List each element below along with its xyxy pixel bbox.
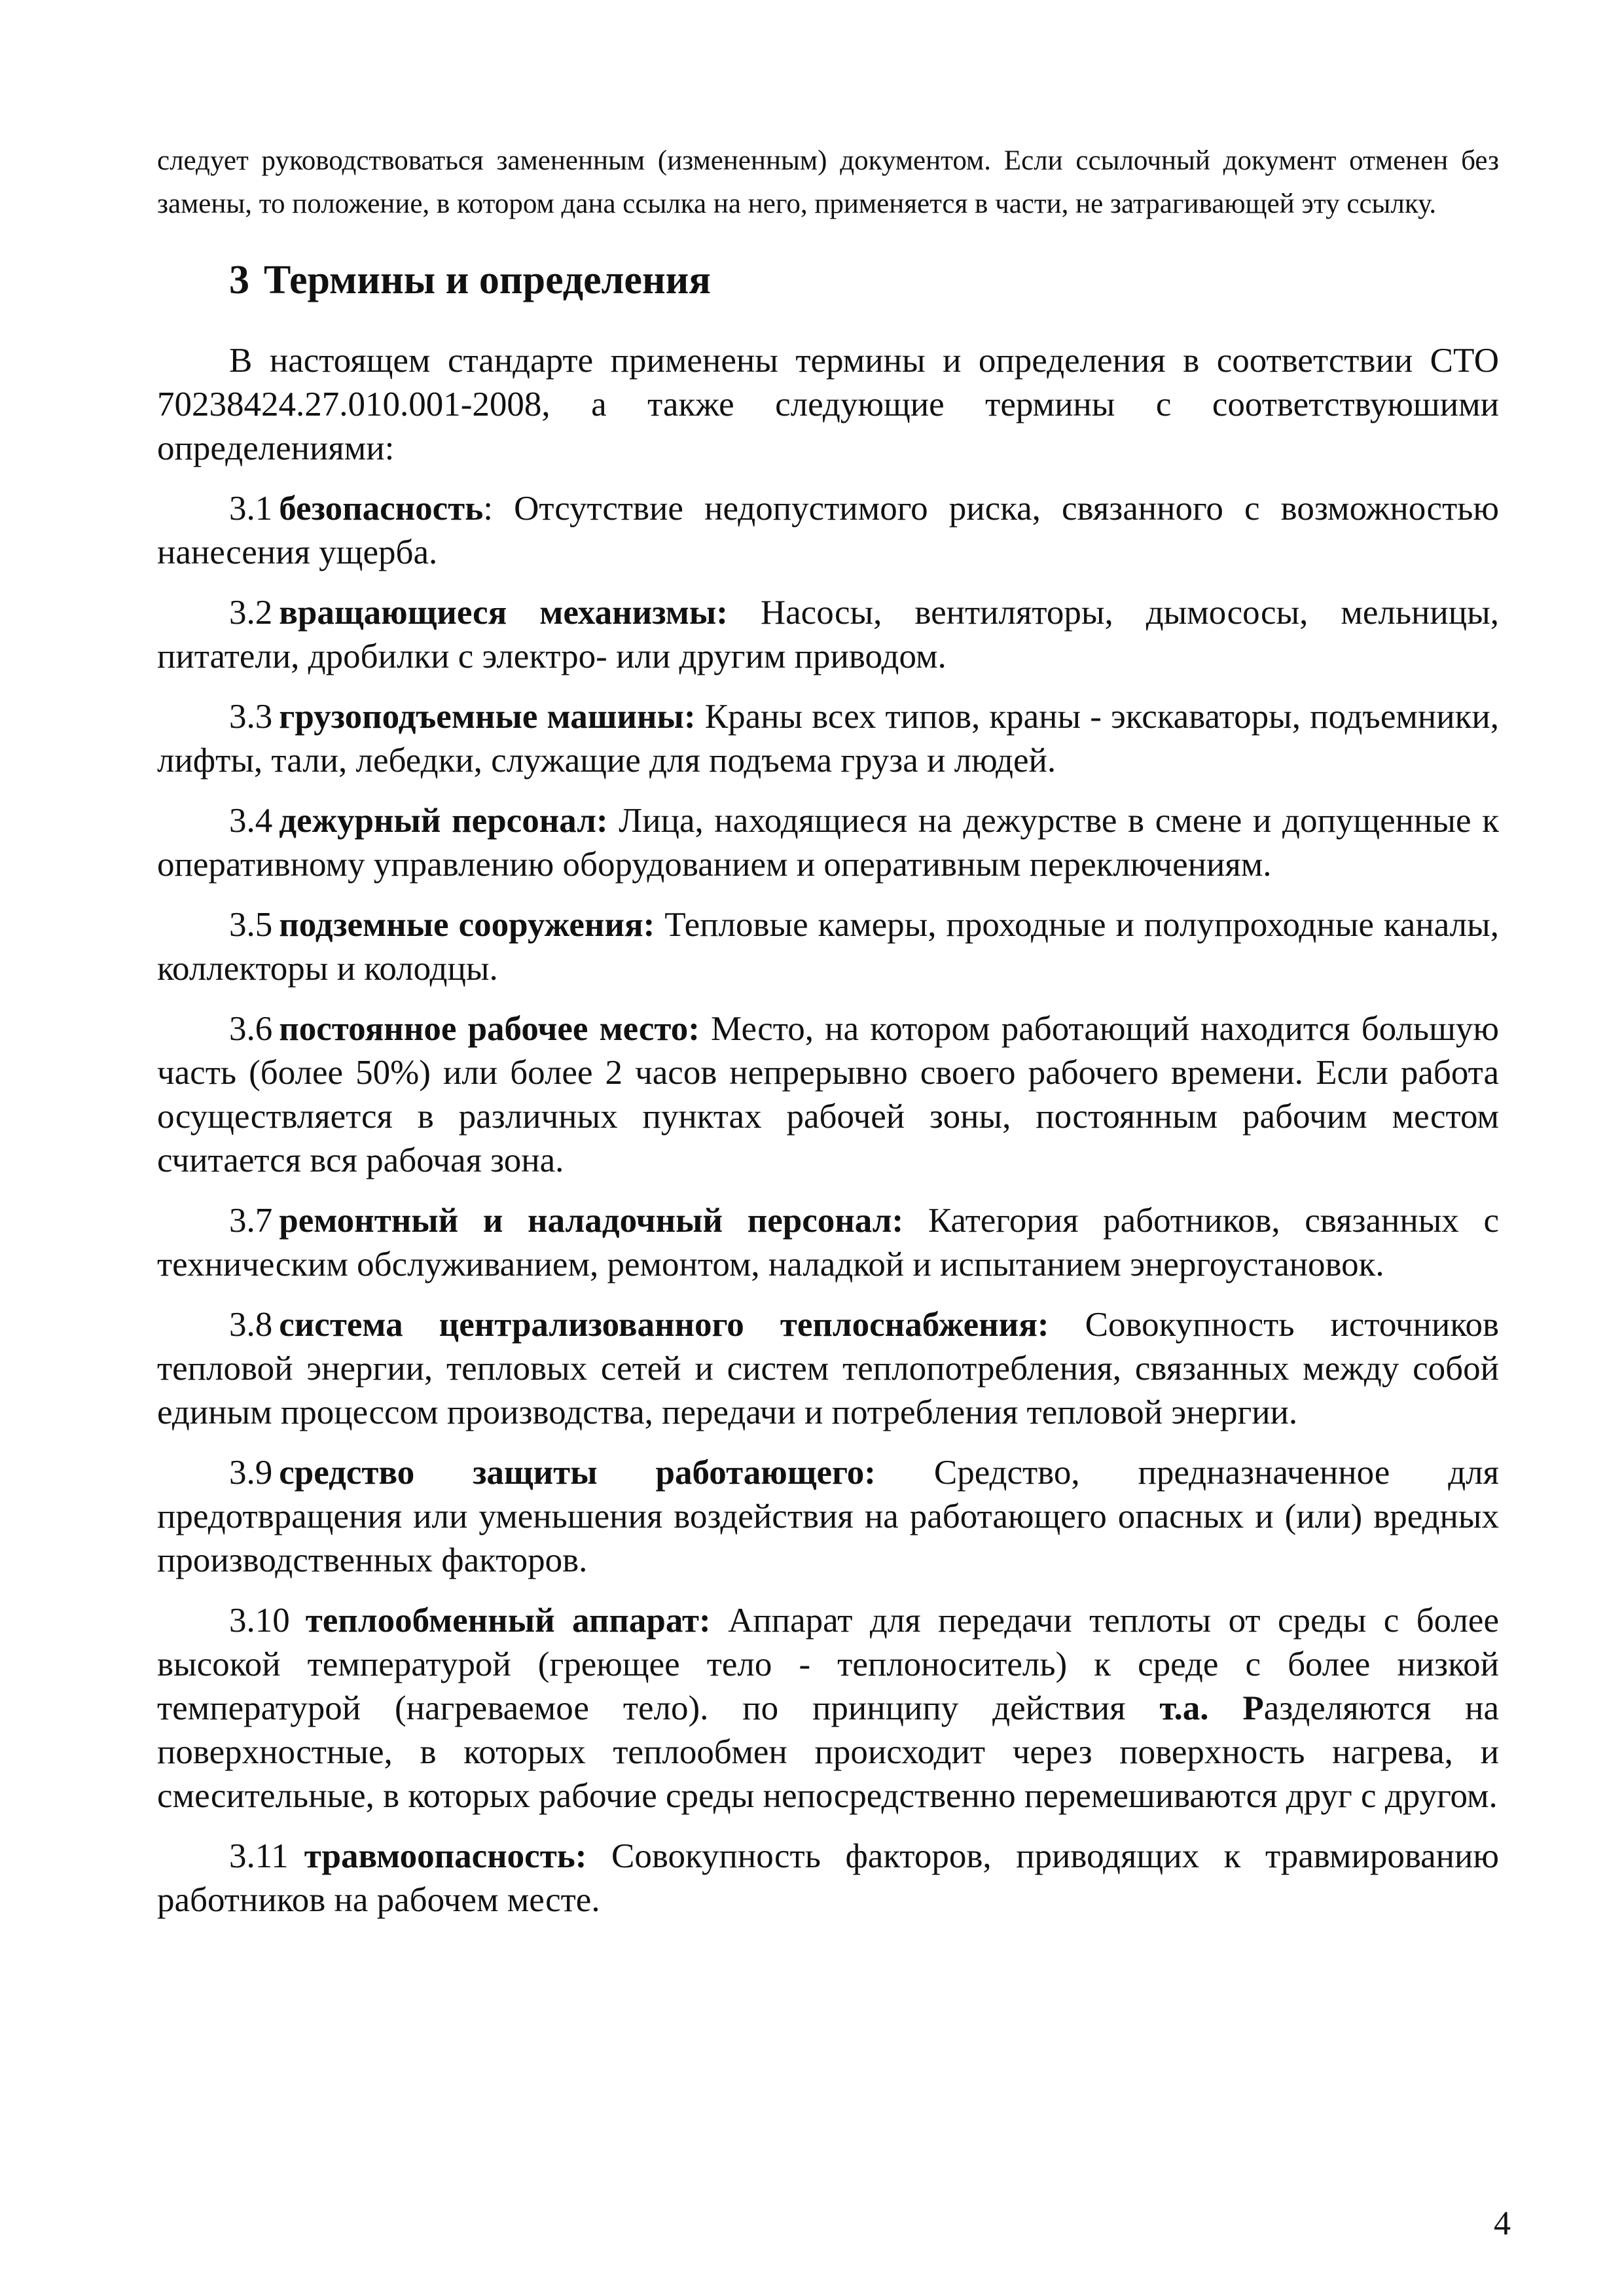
definition-number: 3.11: [229, 1837, 289, 1875]
definition-text: Отсутствие недопустимого риска, связанного с возможностью нанесения ущерба.: [157, 490, 1499, 571]
definition-text: Краны всех типов, краны - экскаваторы, подъемники, лифты, тали, лебедки, служащие для подъема груза и людей.: [157, 698, 1499, 780]
definition-text: Совокупность факторов, приводящих к травмированию работников на рабочем месте.: [157, 1837, 1499, 1919]
definition-text-continued: азделяются на поверхностные, в которых теплообмен происходит через поверхность нагрева, и смесительные, в которых рабочие среды непосредственно перемешиваются друг с другом.: [157, 1689, 1500, 1815]
definition-term: дежурный персонал:: [279, 802, 608, 840]
definition-3-6: [157, 1007, 1499, 1183]
definition-term: грузоподъемные машины:: [279, 698, 696, 736]
definition-term: травмоопасность:: [304, 1837, 587, 1875]
definition-number: 3.1: [229, 490, 273, 528]
definition-text: Совокупность источников тепловой энергии, тепловых сетей и систем теплопотребления, связанных между собой единым процессом производства, передачи и потребления тепловой энергии.: [157, 1306, 1499, 1431]
definitions-body: [157, 339, 1499, 1939]
definition-text: Категория работников, связанных с техническим обслуживанием, ремонтом, наладкой и испытанием энергоустановок.: [157, 1202, 1499, 1283]
definition-number: 3.6: [229, 1010, 273, 1048]
definition-text: Насосы, вентиляторы, дымососы, мельницы, питатели, дробилки с электро- или другим приводом.: [157, 594, 1499, 675]
definition-number: 3.8: [229, 1306, 273, 1344]
definition-3-11: [157, 1835, 1499, 1922]
intro-paragraph: следует руководствоваться замененным (измененным) документом. Если ссылочный документ отменен без замены, то положение, в котором дана ссылка на него, применяется в части, не затрагивающей эту ссылку.: [157, 145, 1499, 219]
section-title: Термины и определения: [264, 258, 711, 302]
definition-text: Аппарат для передачи теплоты от среды с более высокой температурой (греющее тело - теплоноситель) к среде с более низкой температурой (нагреваемое тело). по принципу действия: [157, 1602, 1499, 1727]
definition-3-3: [157, 695, 1499, 783]
definition-3-10: [157, 1599, 1499, 1818]
definition-3-2: [157, 591, 1499, 679]
definition-number: 3.3: [229, 698, 273, 736]
definition-text: Тепловые камеры, проходные и полупроходные каналы, коллекторы и колодцы.: [157, 906, 1499, 988]
definition-term: система централизованного теплоснабжения:: [279, 1306, 1049, 1344]
definition-3-7: [157, 1199, 1499, 1287]
definition-text: Лица, находящиеся на дежурстве в смене и допущенные к оперативному управлению оборудованием и оперативным переключениям.: [157, 802, 1499, 884]
section-heading: [229, 254, 711, 306]
definition-3-5: [157, 903, 1499, 991]
definition-3-4: [157, 799, 1499, 887]
definition-number: 3.9: [229, 1454, 273, 1492]
section-number: 3: [229, 258, 249, 302]
definition-term: средство защиты работающего:: [279, 1454, 876, 1492]
definition-number: 3.7: [229, 1202, 273, 1240]
definition-term: постоянное рабочее место:: [279, 1010, 700, 1048]
definition-text: Средство, предназначенное для предотвращения или уменьшения воздействия на работающего опасных и (или) вредных производственных факторов.: [157, 1454, 1499, 1579]
definition-text: Место, на котором работающий находится большую часть (более 50%) или более 2 часов непрерывно своего рабочего времени. Если работа осуществляется в различных пунктах рабочей зоны, постоянным рабочим местом считается вся рабочая зона.: [157, 1010, 1499, 1179]
definition-separator: :: [483, 490, 493, 528]
page-number: 4: [1494, 2205, 1511, 2242]
definition-3-8: [157, 1303, 1499, 1435]
abbreviation: т.а.: [1159, 1689, 1209, 1727]
definition-term: безопасность: [279, 490, 484, 528]
definition-number: 3.2: [229, 594, 273, 632]
definition-3-1: [157, 487, 1499, 575]
definition-term: теплообменный аппарат:: [305, 1602, 711, 1640]
definition-term: вращающиеся механизмы:: [279, 594, 728, 632]
bold-letter: Р: [1242, 1689, 1264, 1727]
definition-term: подземные сооружения:: [279, 906, 655, 944]
definition-number: 3.10: [229, 1602, 290, 1640]
definition-number: 3.4: [229, 802, 273, 840]
preamble-paragraph: В настоящем стандарте применены термины и определения в соответствии СТО 70238424.27.010.001-2008, а также следующие термины с соответствуюшими определениями:: [157, 342, 1499, 467]
definition-number: 3.5: [229, 906, 273, 944]
definition-term: ремонтный и наладочный персонал:: [279, 1202, 904, 1240]
definition-3-9: [157, 1451, 1499, 1583]
